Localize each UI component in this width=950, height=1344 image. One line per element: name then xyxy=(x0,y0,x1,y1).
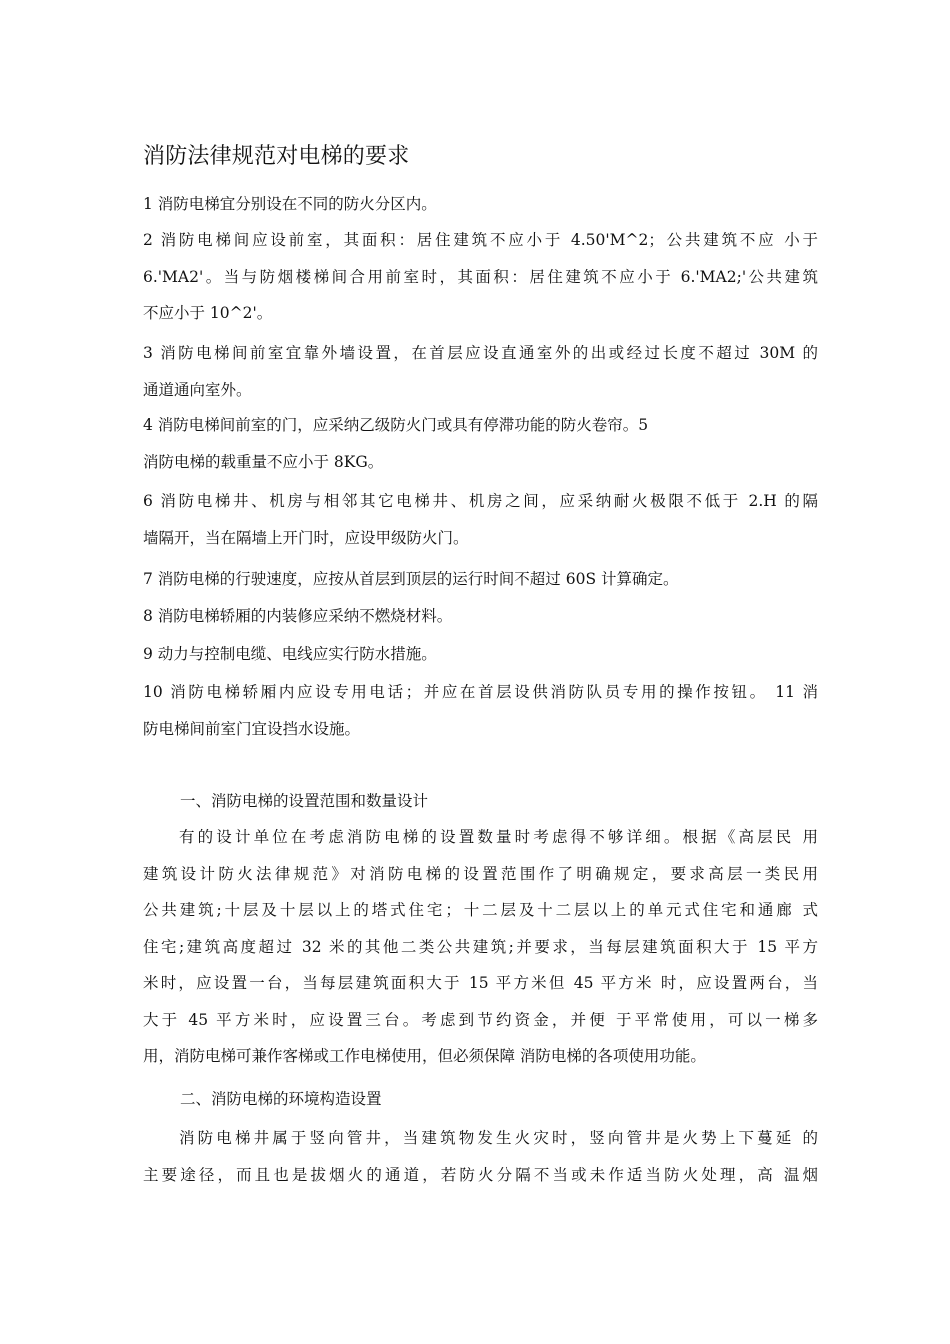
rule-item-line: 7 消防电梯的行驶速度，应按从首层到顶层的运行时间不超过 60S 计算确定。 xyxy=(143,570,679,588)
rule-item-line: 3 消防电梯间前室宜靠外墙设置，在首层应设直通室外的出或经过长度不超过 30M 的 xyxy=(143,344,818,362)
paragraph-line: 大于 45 平方米时，应设置三台。考虑到节约资金，并便 于平常使用，可以一梯多 xyxy=(143,1010,818,1029)
rule-item-line: 6 消防电梯井、机房与相邻其它电梯井、机房之间，应采纳耐火极限不低于 2.H 的隔 xyxy=(143,492,818,510)
rule-item-1 xyxy=(143,186,818,223)
rule-item-9 xyxy=(143,636,818,673)
rule-item-line: 9 动力与控制电缆、电线应实行防水措施。 xyxy=(143,645,437,663)
rule-item-line: 通道通向室外。 xyxy=(143,380,252,399)
rule-item-line: 消防电梯的载重量不应小于 8KG。 xyxy=(143,452,384,471)
rule-item-2 xyxy=(143,222,818,332)
rule-item-6 xyxy=(143,483,818,556)
paragraph-line: 米时，应设置一台，当每层建筑面积大于 15 平方米但 45 平方米 时，应设置两台，当 xyxy=(143,974,818,992)
rule-item-line: 8 消防电梯轿厢的内装修应采纳不燃烧材料。 xyxy=(143,607,453,625)
paragraph-line: 主要途径，而且也是拔烟火的通道，若防火分隔不当或未作适当防火处理，高 温烟 xyxy=(143,1165,818,1184)
rule-item-line: 不应小于 10^2'。 xyxy=(143,304,273,322)
document-title: 消防法律规范对电梯的要求 xyxy=(143,144,410,169)
section-heading-2: 二、消防电梯的环境构造设置 xyxy=(180,1090,382,1108)
paragraph-line: 用，消防电梯可兼作客梯或工作电梯使用，但必须保障 消防电梯的各项使用功能。 xyxy=(143,1047,706,1065)
paragraph-line: 消防电梯井属于竖向管井，当建筑物发生火灾时，竖向管井是火势上下蔓延 的 xyxy=(179,1129,818,1147)
rule-item-line: 6.'MA2'。当与防烟楼梯间合用前室时，其面积：居住建筑不应小于 6.'MA2;'公共建筑 xyxy=(143,267,818,286)
rule-item-line: 10 消防电梯轿厢内应设专用电话；并应在首层设供消防队员专用的操作按钮。 11 消 xyxy=(143,683,818,701)
rule-item-line: 防电梯间前室门宜设挡水设施。 xyxy=(143,719,361,738)
rule-item-line: 4 消防电梯间前室的门，应采纳乙级防火门或具有停滞功能的防火卷帘。5 xyxy=(143,416,649,434)
rule-item-4 xyxy=(143,407,818,480)
rule-item-7 xyxy=(143,561,818,598)
paragraph-line: 公共建筑;十层及十层以上的塔式住宅；十二层及十二层以上的单元式住宅和通廊 式 xyxy=(143,901,818,919)
rule-item-line: 2 消防电梯间应设前室，其面积：居住建筑不应小于 4.50'M^2；公共建筑不应 小于 xyxy=(143,231,818,249)
rule-item-10 xyxy=(143,674,818,747)
section-heading-1: 一、消防电梯的设置范围和数量设计 xyxy=(180,792,429,810)
section-2-body xyxy=(143,1120,818,1193)
rule-item-line: 1 消防电梯宜分别设在不同的防火分区内。 xyxy=(143,195,437,213)
section-1-body xyxy=(143,819,818,1075)
rule-item-3 xyxy=(143,335,818,408)
paragraph-line: 住宅;建筑高度超过 32 米的其他二类公共建筑;并要求，当每层建筑面积大于 15 平方 xyxy=(143,937,818,956)
paragraph-line: 建筑设计防火法律规范》对消防电梯的设置范围作了明确规定，要求高层一类民用 xyxy=(143,864,818,883)
rule-item-line: 墙隔开，当在隔墙上开门时，应设甲级防火门。 xyxy=(143,528,469,547)
paragraph-line: 有的设计单位在考虑消防电梯的设置数量时考虑得不够详细。根据《高层民 用 xyxy=(179,828,818,846)
rule-item-8 xyxy=(143,598,818,635)
